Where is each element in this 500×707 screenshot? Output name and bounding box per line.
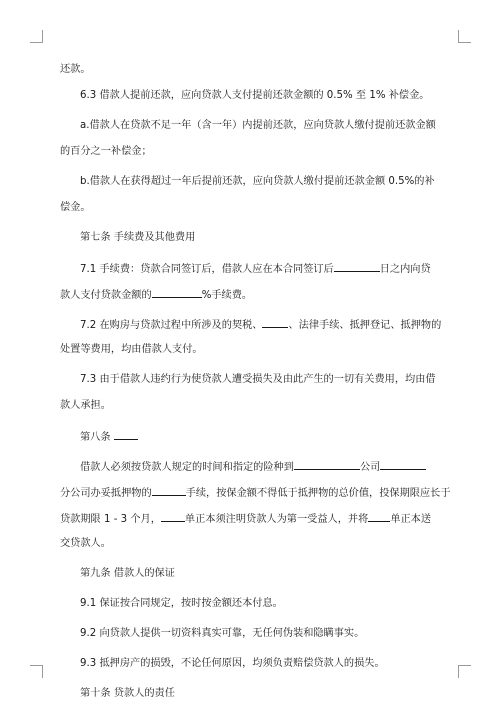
text-line: 款人承担。 [60, 400, 111, 411]
blank-field[interactable] [152, 485, 186, 496]
blank-field[interactable] [380, 459, 426, 470]
blank-field[interactable] [114, 429, 138, 440]
clause-7-2 [60, 317, 440, 331]
text-line [60, 511, 440, 525]
clause-9-1: 9.1 保证按合同规定，按时按金额还本付息。 [80, 598, 283, 609]
text-segment: 7.1 手续费：贷款合同签订后，借款人应在本合同签订后 [80, 264, 334, 275]
article-7-heading: 第七条 手续费及其他费用 [80, 232, 196, 243]
article-10-heading: 第十条 贷款人的责任 [80, 688, 175, 699]
article-8-heading [60, 429, 440, 443]
blank-field[interactable] [294, 459, 360, 470]
blank-field[interactable] [152, 287, 202, 298]
clause-7-1 [60, 261, 440, 275]
clause-6-3-a: a.借款人在贷款不足一年（含一年）内提前还款，应向贷款人缴付提前还款金额 [80, 120, 436, 131]
text-segment: 贷款期限 1 - 3 个月， [60, 514, 161, 525]
clause-6-3: 6.3 借款人提前还款，应向贷款人支付提前还款金额的 0.5% 至 1% 补偿金。 [80, 90, 430, 101]
text-segment: 分公司办妥抵押物的 [60, 488, 152, 499]
corner-mark-bottom-left [30, 665, 43, 678]
text-line: 偿金。 [60, 202, 91, 213]
blank-field[interactable] [262, 317, 288, 328]
corner-mark-bottom-right [458, 665, 471, 678]
text-line: 的百分之一补偿金； [60, 146, 152, 157]
text-segment: 单正本送 [390, 514, 432, 525]
clause-6-3-b: b.借款人在获得超过一年后提前还款，应向贷款人缴付提前还款金额 0.5%的补 [80, 176, 435, 187]
text-segment: 公司 [359, 462, 381, 473]
text-line: 还款。 [60, 64, 91, 75]
document-body [60, 63, 451, 701]
article-8-body [60, 459, 440, 473]
text-segment: 7.2 在购房与贷款过程中所涉及的契税、 [80, 320, 263, 331]
blank-field[interactable] [161, 511, 185, 522]
clause-7-3: 7.3 由于借款人违约行为使贷款人遭受损失及由此产生的一切有关费用，均由借 [80, 374, 436, 385]
article-9-heading: 第九条 借款人的保证 [80, 568, 175, 579]
text-line: 处置等费用，均由借款人支付。 [60, 344, 203, 355]
blank-field[interactable] [368, 511, 390, 522]
text-line [60, 485, 451, 499]
text-segment: 手续，按保金额不得低于抵押物的总价值，投保期限应长于 [185, 488, 451, 499]
clause-9-2: 9.2 向贷款人提供一切资料真实可靠，无任何伪装和隐瞒事实。 [80, 628, 365, 639]
text-line: 交贷款人。 [60, 538, 111, 549]
text-segment: 单正本须注明贷款人为第一受益人，并将 [184, 514, 369, 525]
text-segment: 、法律手续、抵押登记、抵押物的 [288, 320, 442, 331]
text-segment: 日之内向贷 [379, 264, 431, 275]
corner-mark-top-left [30, 30, 43, 43]
text-segment: 第八条 [80, 432, 114, 443]
text-segment: 借款人必须按贷款人规定的时间和指定的险种到 [80, 462, 294, 473]
text-segment: 款人支付贷款金额的 [60, 290, 152, 301]
text-segment: %手续费。 [201, 290, 253, 301]
text-line [60, 287, 440, 301]
corner-mark-top-right [458, 30, 471, 43]
clause-9-3: 9.3 抵押房产的损毁，不论任何原因，均须负责赔偿贷款人的损失。 [80, 658, 385, 669]
blank-field[interactable] [334, 261, 380, 272]
